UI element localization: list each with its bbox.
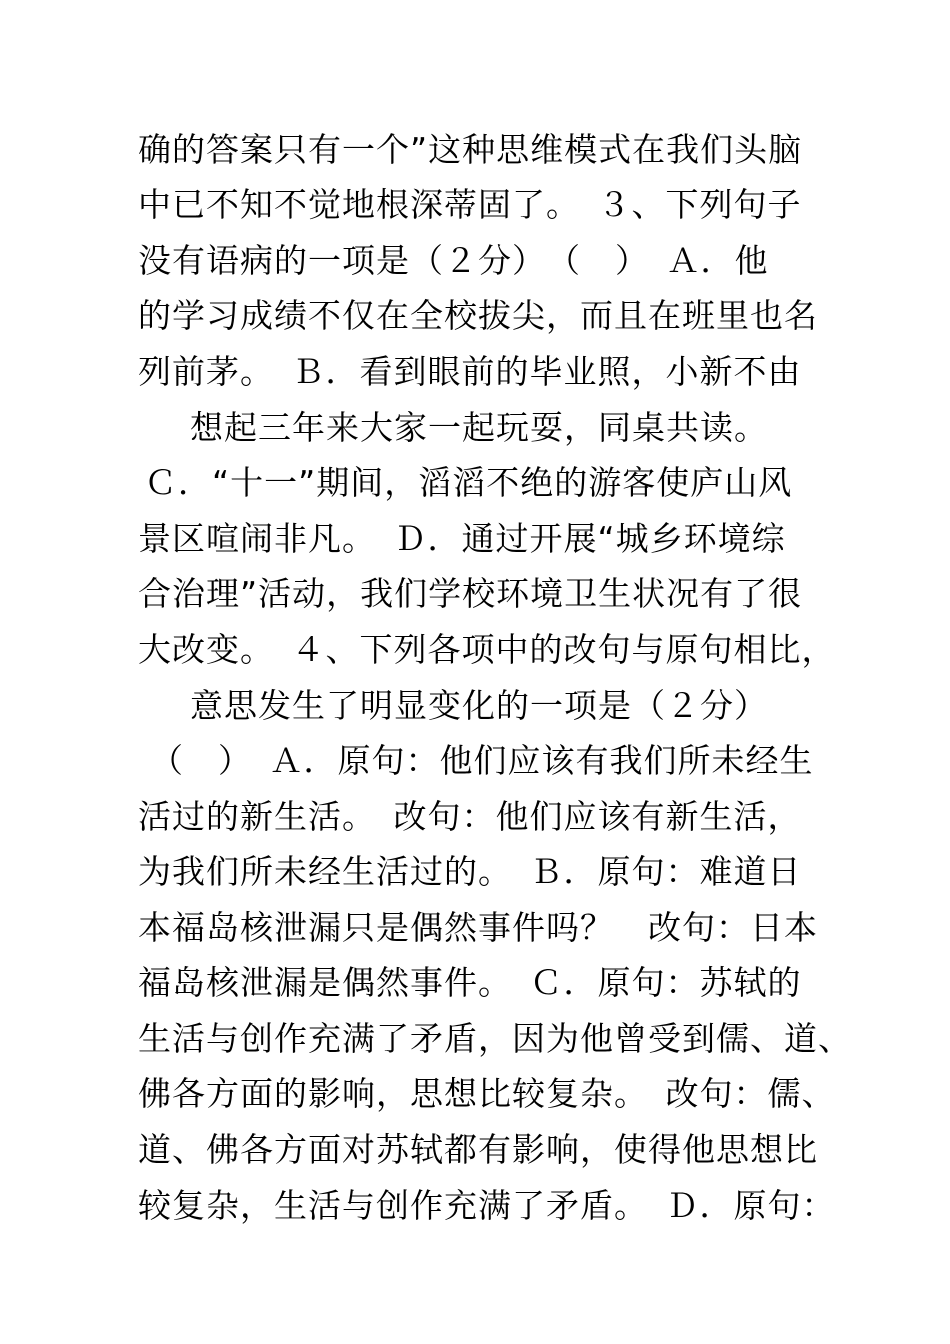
text-line: 本福岛核泄漏只是偶然事件吗？ 改句：日本 bbox=[138, 908, 818, 947]
text-line: 没有语病的一项是（２分） （ ） Ａ．他 bbox=[138, 241, 769, 280]
text-line: 确的答案只有一个”这种思维模式在我们头脑 bbox=[138, 130, 803, 169]
text-line: 福岛核泄漏是偶然事件。 Ｃ．原句：苏轼的 bbox=[138, 963, 802, 1002]
text-line: 合治理”活动，我们学校环境卫生状况有了很 bbox=[138, 574, 803, 613]
text-line: 想起三年来大家一起玩耍，同桌共读。 bbox=[190, 408, 768, 447]
text-line: 佛各方面的影响，思想比较复杂。 改句：儒、 bbox=[138, 1074, 836, 1113]
text-line: （ ） Ａ．原句：他们应该有我们所未经生 bbox=[150, 741, 814, 780]
text-line: 生活与创作充满了矛盾，因为他曾受到儒、道、 bbox=[138, 1019, 852, 1058]
text-line: 列前茅。 Ｂ．看到眼前的毕业照，小新不由 bbox=[138, 352, 802, 391]
text-line: 的学习成绩不仅在全校拔尖，而且在班里也名 bbox=[138, 296, 818, 335]
text-line: 活过的新生活。 改句：他们应该有新生活， bbox=[138, 797, 802, 836]
text-line: 意思发生了明显变化的一项是（２分） bbox=[190, 686, 768, 725]
text-line: 较复杂，生活与创作充满了矛盾。 Ｄ．原句： bbox=[138, 1186, 836, 1225]
text-line: 中已不知不觉地根深蒂固了。 ３、下列句子 bbox=[138, 185, 802, 224]
text-line: 道、佛各方面对苏轼都有影响，使得他思想比 bbox=[138, 1130, 818, 1169]
text-line: 为我们所未经生活过的。 Ｂ．原句：难道日 bbox=[138, 852, 802, 891]
text-line: 大改变。 ４、下列各项中的改句与原句相比， bbox=[138, 630, 836, 669]
text-line: 景区喧闹非凡。 Ｄ．通过开展“城乡环境综 bbox=[138, 519, 786, 558]
text-line: Ｃ．“十一”期间，滔滔不绝的游客使庐山风 bbox=[144, 463, 793, 502]
